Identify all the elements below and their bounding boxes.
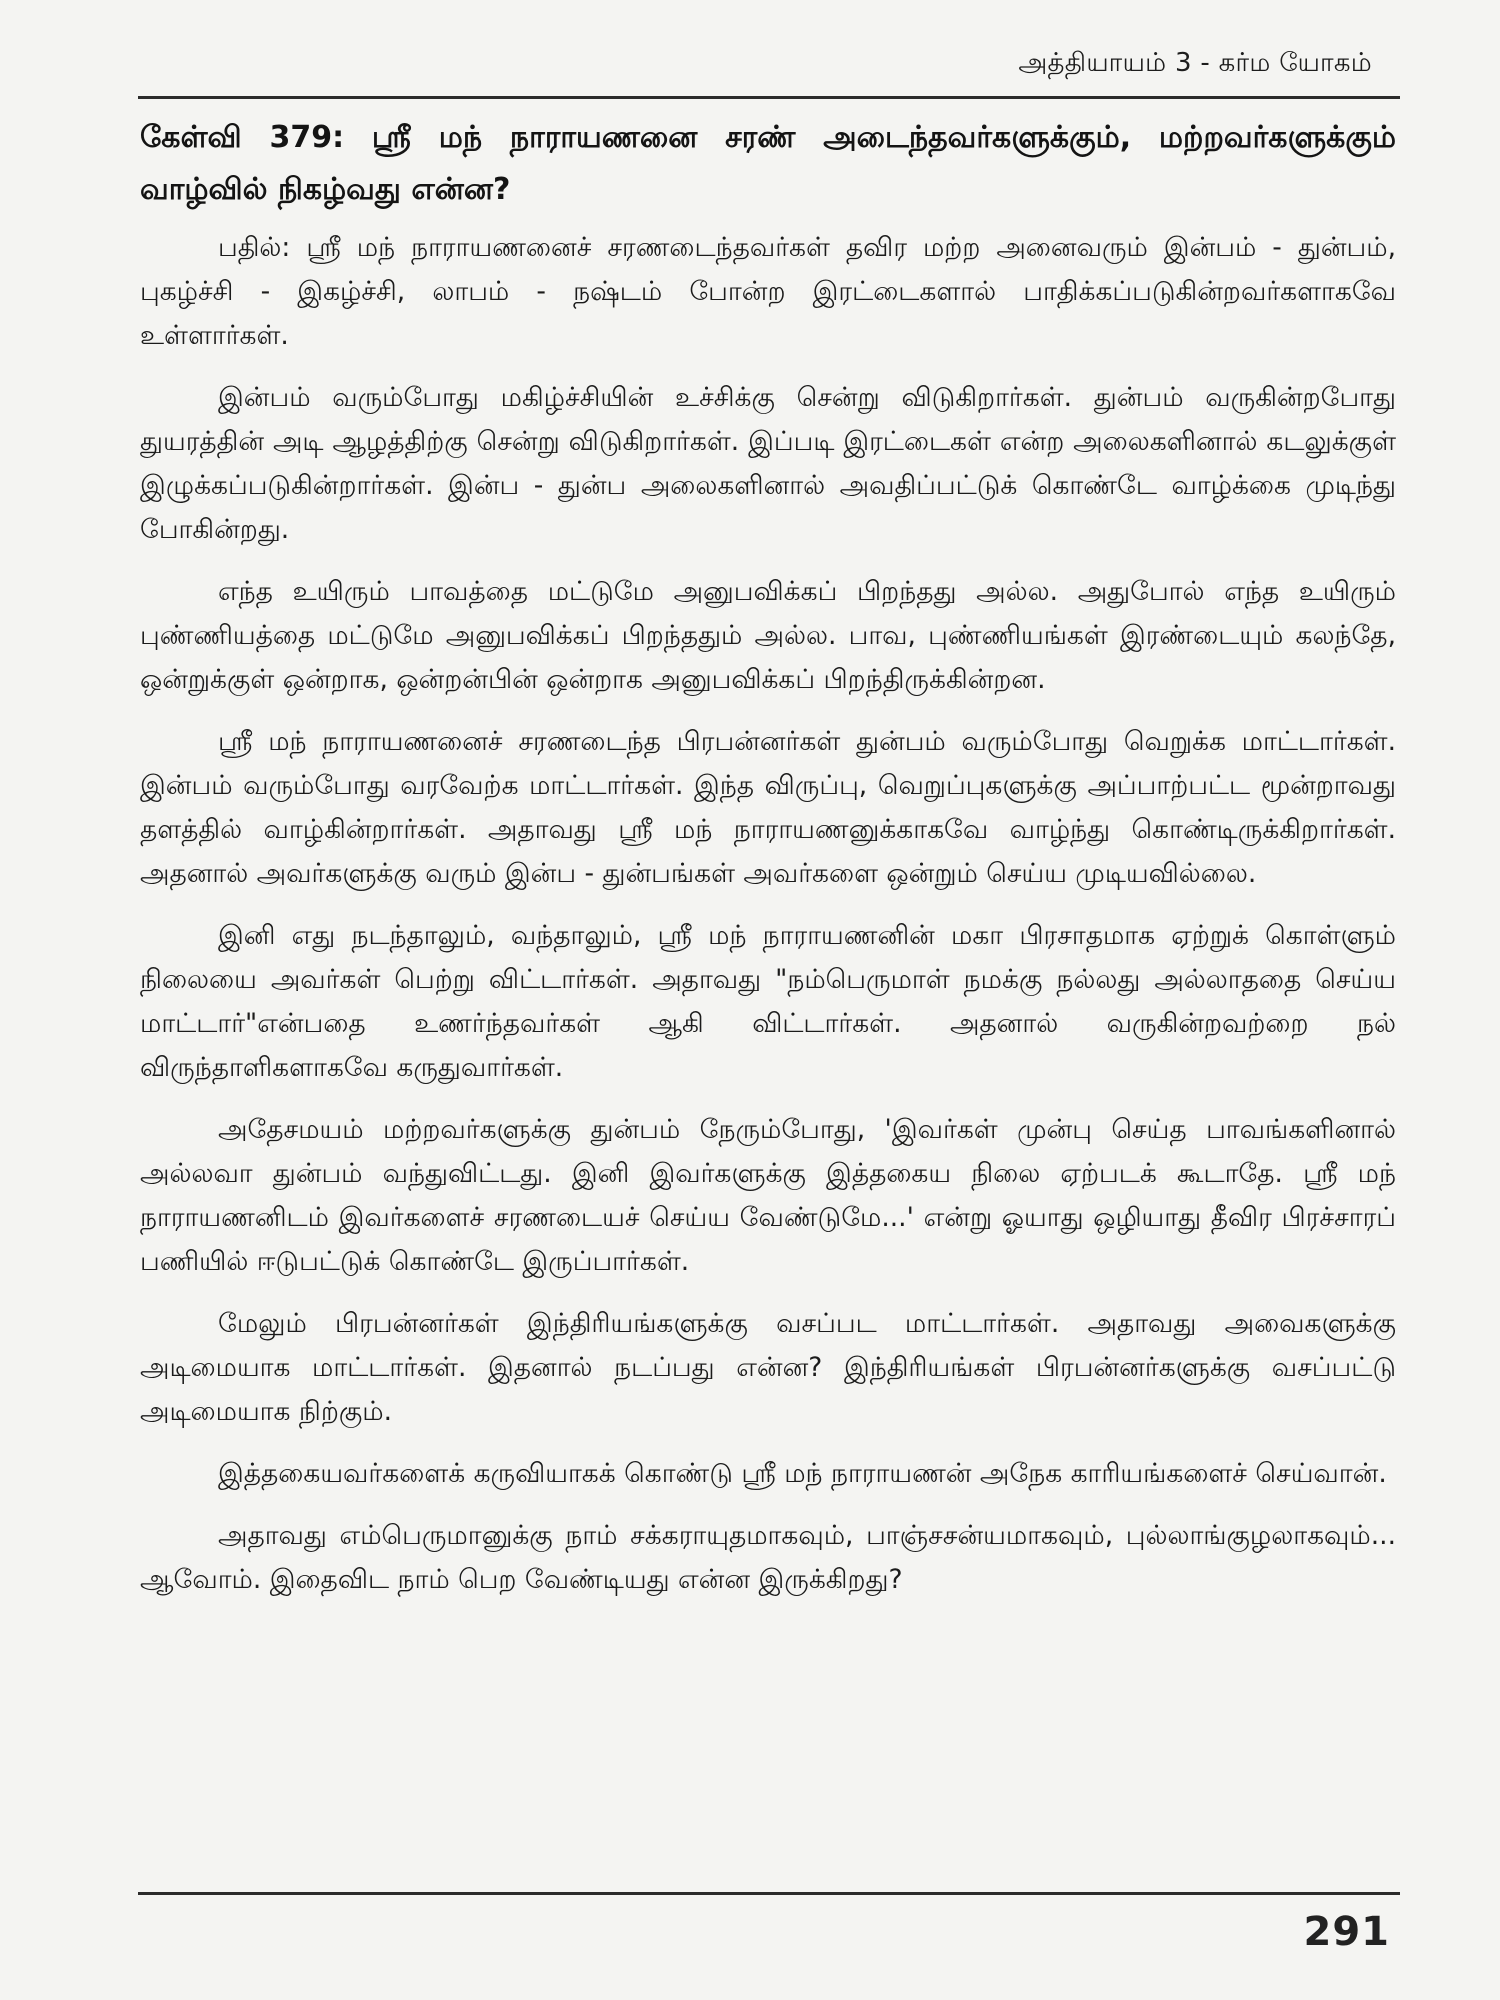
body-paragraph: ஸ்ரீ மந் நாராயணனைச் சரணடைந்த பிரபன்னர்கள் துன்பம் வரும்போது வெறுக்க மாட்டார்கள். இன்பம் வரும்போது வரவேற்க மாட்டார்கள். இந்த விருப்பு, வெறுப்புகளுக்கு அப்பாற்பட்ட மூன்றாவது தளத்தில் வாழ்கின்றார்கள். அதாவது ஸ்ரீ மந் நாராயணனுக்காகவே வாழ்ந்து கொண்டிருக்கிறார்கள். அதனால் அவர்களுக்கு வரும் இன்ப - துன்பங்கள் அவர்களை ஒன்றும் செய்ய முடியவில்லை. <box>140 726 1396 889</box>
page-number: 291 <box>1303 1909 1390 1955</box>
question-heading: கேள்வி 379: ஸ்ரீ மந் நாராயணனை சரண் அடைந்தவர்களுக்கும், மற்றவர்களுக்கும் வாழ்வில் நிகழ்வது என்ன? <box>140 120 1396 207</box>
body-paragraph: அதாவது எம்பெருமானுக்கு நாம் சக்கராயுதமாகவும், பாஞ்சசன்யமாகவும், புல்லாங்குழலாகவும்... ஆவோம். இதைவிட நாம் பெற வேண்டியது என்ன இருக்கிறது? <box>140 1520 1396 1595</box>
body-paragraph: எந்த உயிரும் பாவத்தை மட்டுமே அனுபவிக்கப் பிறந்தது அல்ல. அதுபோல் எந்த உயிரும் புண்ணியத்தை மட்டுமே அனுபவிக்கப் பிறந்ததும் அல்ல. பாவ, புண்ணியங்கள் இரண்டையும் கலந்தே, ஒன்றுக்குள் ஒன்றாக, ஒன்றன்பின் ஒன்றாக அனுபவிக்கப் பிறந்திருக்கின்றன. <box>140 576 1396 695</box>
page-body <box>140 112 1396 1620</box>
answer-paragraph: பதில்: ஸ்ரீ மந் நாராயணனைச் சரணடைந்தவர்கள் தவிர மற்ற அனைவரும் இன்பம் - துன்பம், புகழ்ச்சி - இகழ்ச்சி, லாபம் - நஷ்டம் போன்ற இரட்டைகளால் பாதிக்கப்படுகின்றவர்களாகவே உள்ளார்கள். <box>140 232 1396 351</box>
body-paragraph: மேலும் பிரபன்னர்கள் இந்திரியங்களுக்கு வசப்பட மாட்டார்கள். அதாவது அவைகளுக்கு அடிமையாக மாட்டார்கள். இதனால் நடப்பது என்ன? இந்திரியங்கள் பிரபன்னர்களுக்கு வசப்பட்டு அடிமையாக நிற்கும். <box>140 1308 1396 1427</box>
body-paragraph: அதேசமயம் மற்றவர்களுக்கு துன்பம் நேரும்போது, 'இவர்கள் முன்பு செய்த பாவங்களினால் அல்லவா துன்பம் வந்துவிட்டது. இனி இவர்களுக்கு இத்தகைய நிலை ஏற்படக் கூடாதே. ஸ்ரீ மந் நாராயணனிடம் இவர்களைச் சரணடையச் செய்ய வேண்டுமே...' என்று ஓயாது ஒழியாது தீவிர பிரச்சாரப் பணியில் ஈடுபட்டுக் கொண்டே இருப்பார்கள். <box>140 1114 1396 1277</box>
body-paragraph: இனி எது நடந்தாலும், வந்தாலும், ஸ்ரீ மந் நாராயணனின் மகா பிரசாதமாக ஏற்றுக் கொள்ளும் நிலையை அவர்கள் பெற்று விட்டார்கள். அதாவது "நம்பெருமாள் நமக்கு நல்லது அல்லாததை செய்ய மாட்டார்"என்பதை உணர்ந்தவர்கள் ஆகி விட்டார்கள். அதனால் வருகின்றவற்றை நல் விருந்தாளிகளாகவே கருதுவார்கள். <box>140 920 1396 1083</box>
body-paragraph: இன்பம் வரும்போது மகிழ்ச்சியின் உச்சிக்கு சென்று விடுகிறார்கள். துன்பம் வருகின்றபோது துயரத்தின் அடி ஆழத்திற்கு சென்று விடுகிறார்கள். இப்படி இரட்டைகள் என்ற அலைகளினால் கடலுக்குள் இழுக்கப்படுகின்றார்கள். இன்ப - துன்ப அலைகளினால் அவதிப்பட்டுக் கொண்டே வாழ்க்கை முடிந்து போகின்றது. <box>140 382 1396 545</box>
body-paragraph: இத்தகையவர்களைக் கருவியாகக் கொண்டு ஸ்ரீ மந் நாராயணன் அநேக காரியங்களைச் செய்வான். <box>218 1458 1387 1489</box>
footer-rule <box>138 1892 1400 1895</box>
header-rule <box>138 96 1400 99</box>
running-header: அத்தியாயம் 3 - கர்ம யோகம் <box>1018 48 1372 78</box>
